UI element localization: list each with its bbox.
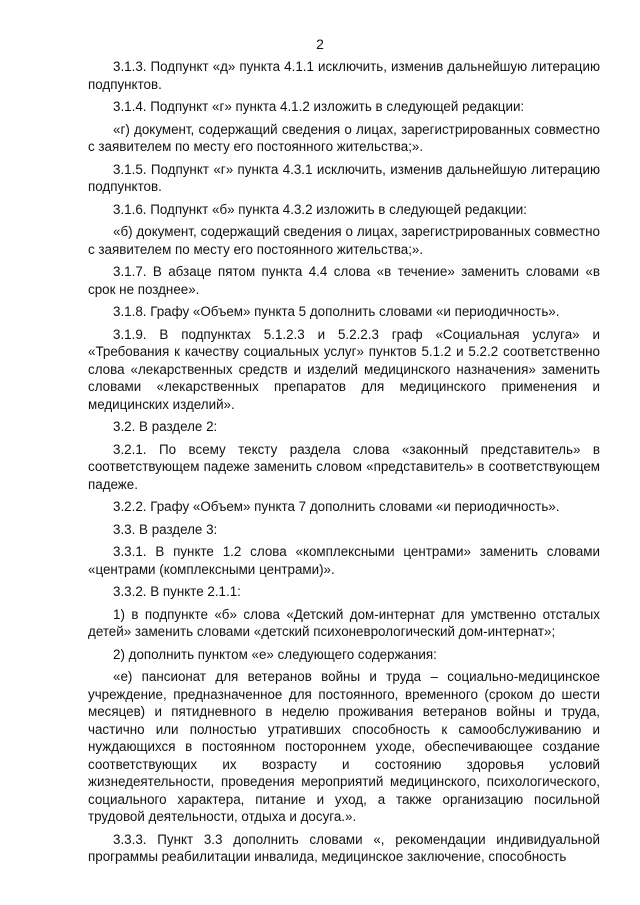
paragraph-3-3-3: 3.3.3. Пункт 3.3 дополнить словами «, рекомендации индивидуальной программы реабилитации инвалида, медицинское заключение, способность (88, 831, 600, 864)
paragraph-3-3: 3.3. В разделе 3: (113, 521, 218, 537)
page-number: 2 (316, 36, 324, 52)
paragraph-3-3-2: 3.3.2. В пункте 2.1.1: (113, 584, 241, 599)
paragraph-3-3-1: 3.3.1. В пункте 1.2 слова «комплексными центрами» заменить словами «центрами (комплексными центрами)». (88, 544, 600, 577)
paragraph-3-2-1: 3.2.1. По всему тексту раздела слова «законный представитель» в соответствующем падеже заменить словом «представитель» в соответствующем падеже. (88, 441, 600, 492)
paragraph-3-1-4: 3.1.4. Подпункт «г» пункта 4.1.2 изложить в следующей редакции: (113, 99, 525, 114)
document-body (88, 58, 600, 871)
paragraph-3-1-6: 3.1.6. Подпункт «б» пункта 4.3.2 изложить в следующей редакции: (113, 201, 527, 217)
paragraph-3-1-6-text: «б) документ, содержащий сведения о лицах, зарегистрированных совместно с заявителем по месту его постоянного жительства;». (88, 224, 600, 257)
paragraph-3-3-2-item-2: 2) дополнить пунктом «е» следующего содержания: (113, 646, 437, 662)
paragraph-3-1-5: 3.1.5. Подпункт «г» пункта 4.3.1 исключить, изменив дальнейшую литерацию подпунктов. (88, 161, 600, 194)
paragraph-3-2: 3.2. В разделе 2: (113, 419, 218, 434)
paragraph-3-1-4-text: «г) документ, содержащий сведения о лицах, зарегистрированных совместно с заявителем по месту его постоянного жительства;». (88, 121, 600, 154)
paragraph-3-2-2: 3.2.2. Графу «Объем» пункта 7 дополнить словами «и периодичность». (113, 499, 560, 514)
paragraph-3-3-2-item-1: 1) в подпункте «б» слова «Детский дом-интернат для умственно отсталых детей» заменить словами «детский психоневрологический дом-интернат»; (88, 606, 600, 639)
paragraph-3-1-7: 3.1.7. В абзаце пятом пункта 4.4 слова «в течение» заменить словами «в срок не позднее». (88, 264, 600, 297)
paragraph-3-1-8: 3.1.8. Графу «Объем» пункта 5 дополнить словами «и периодичность». (113, 304, 560, 319)
paragraph-3-3-2-item-e: «е) пансионат для ветеранов войны и труда – социально-медицинское учреждение, предназначенное для постоянного, временного (сроком до шести месяцев) и пятидневного в неделю проживания ветеранов войны и труда, частично или полностью утративших способность к самообслуживанию и нуждающихся в постоянном постороннем уходе, обеспечивающее создание соответствующих их возрасту и состоянию здоровья условий жизнедеятельности, проведения мероприятий медицинского, психологического, социального характера, питание и уход, а также организацию посильной трудовой деятельности, отдыха и досуга.». (88, 669, 600, 824)
paragraph-3-1-3: 3.1.3. Подпункт «д» пункта 4.1.1 исключить, изменив дальнейшую литерацию подпунктов. (88, 59, 600, 92)
paragraph-3-1-9: 3.1.9. В подпунктах 5.1.2.3 и 5.2.2.3 граф «Социальная услуга» и «Требования к качеству социальных услуг» пунктов 5.1.2 и 5.2.2 соответственно слова «лекарственных средств и изделий медицинского назначения» заменить словами «лекарственных препаратов для медицинского применения и медицинских изделий». (88, 326, 600, 412)
